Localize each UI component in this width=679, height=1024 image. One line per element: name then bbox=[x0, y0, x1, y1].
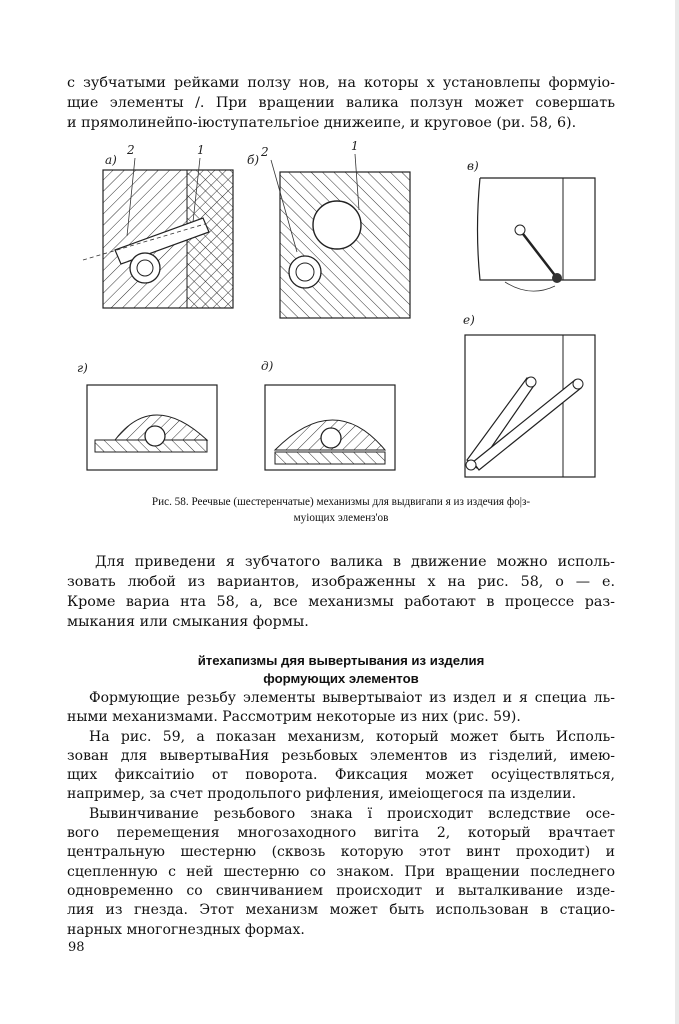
text-line: с зубчатыми рейками ползу нов, на которы х установлепы формуіо- bbox=[67, 75, 615, 91]
label-a-part-2: 2 bbox=[127, 143, 135, 157]
text-line: Для приведени я зубчатого валика в движение можно исполь- bbox=[95, 554, 615, 570]
text-line: щие элементы /. При вращении валика ползун может совершать bbox=[67, 95, 615, 111]
label-g: г) bbox=[77, 361, 88, 375]
text-line: Кроме вариа нта 58, а, все механизмы работают в процессе раз- bbox=[67, 594, 615, 610]
text-line: вого перемещения многозаходного вигіта 2, который врачтает bbox=[67, 825, 615, 842]
text-line: Вывинчивание резьбового знака ї происходит вследствие осе- bbox=[89, 805, 615, 822]
label-b-part-1: 1 bbox=[351, 140, 359, 153]
scan-edge bbox=[675, 0, 679, 1024]
panel-v-drawing bbox=[478, 178, 596, 291]
paragraph-2 bbox=[67, 552, 615, 632]
caption-line: муіощих элеменз'ов bbox=[293, 512, 389, 524]
text-line: и прямолинейпо-іюступательгіое днижеипе, и круговое (ри. 58, 6). bbox=[67, 115, 577, 131]
figure-58-drawings bbox=[75, 140, 615, 490]
text-line: сцепленную с ней шестерню со знаком. При вращении последнего bbox=[67, 863, 615, 880]
panel-a-drawing bbox=[83, 158, 233, 308]
label-b-part-2: 2 bbox=[261, 145, 269, 159]
panel-e-drawing bbox=[465, 335, 595, 477]
label-v: в) bbox=[467, 159, 479, 173]
text-line: например, за счет продольпого рифления, имеіощегося па изделии. bbox=[67, 786, 577, 803]
label-e: е) bbox=[463, 313, 475, 327]
intro-paragraph bbox=[67, 73, 615, 133]
text-line: зован для вывертываНия резьбовых элементов из гіздeлий, имею- bbox=[67, 747, 615, 764]
label-b: б) bbox=[247, 153, 260, 167]
text-line: щих фиксаітиіо от поворота. Фиксация может осуіцествляться, bbox=[67, 767, 615, 784]
panel-b-drawing bbox=[271, 154, 410, 318]
panel-g-drawing bbox=[87, 385, 217, 470]
paragraph-3 bbox=[67, 689, 615, 940]
label-d: д) bbox=[261, 359, 274, 373]
label-a: а) bbox=[105, 153, 117, 167]
page-number: 98 bbox=[68, 940, 85, 955]
text-line: Формующие резьбу элементы вывертываіот из издел и я специа ль- bbox=[89, 690, 615, 706]
panel-d-drawing bbox=[265, 385, 395, 470]
text-line: мыкания или смыкания формы. bbox=[67, 614, 309, 630]
text-line: нарных многогнездных формах. bbox=[67, 921, 305, 938]
heading-line: формующих элементов bbox=[263, 671, 419, 686]
heading-line: йтехапизмы дяя вывертывания из изделия bbox=[197, 653, 485, 668]
section-heading bbox=[67, 652, 615, 688]
text-line: лия из гнезда. Этот механизм может быть использован в стацио- bbox=[67, 902, 615, 919]
label-a-part-1: 1 bbox=[197, 143, 205, 157]
text-line: одновременно со свинчиванием происходит и выталкивание изде- bbox=[67, 882, 615, 899]
text-line: зовать любой из вариантов, изображенны х на рис. 58, о — е. bbox=[67, 574, 615, 590]
text-line: ными механизмами. Рассмотрим некоторые из них (рис. 59). bbox=[67, 709, 521, 726]
figure-caption bbox=[67, 494, 615, 526]
text-line: На рис. 59, а показан механизм, который может быть Исполь- bbox=[89, 728, 615, 745]
text-line: центральную шестерню (сквозь которую этот винт проходит) и bbox=[67, 844, 615, 861]
caption-line: Рис. 58. Реечвые (шестеренчатые) механизмы для выдвигапи я из издечия фо|з- bbox=[151, 496, 531, 508]
